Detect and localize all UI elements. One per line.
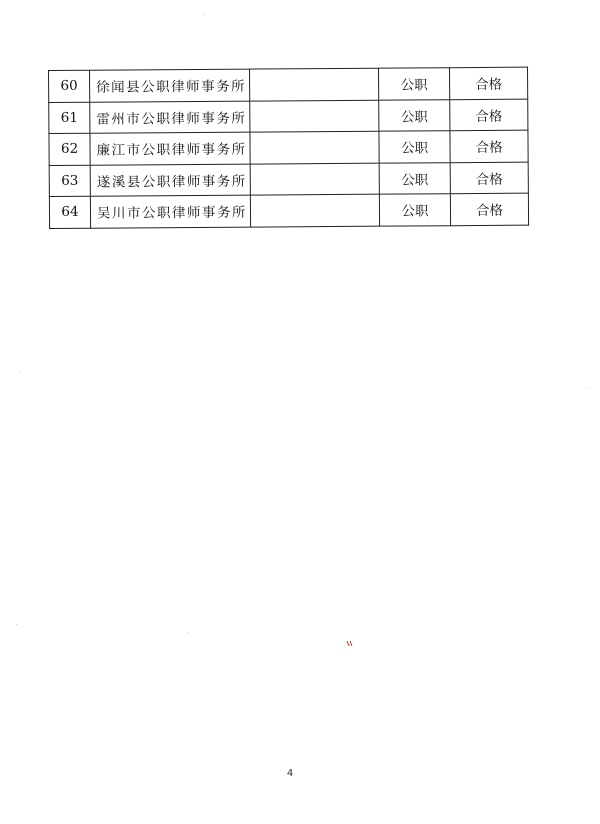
firm-type-cell-text: 公职 <box>401 172 429 189</box>
page-number: 4 <box>286 768 294 779</box>
result-cell-text: 合格 <box>475 203 504 220</box>
firm-type-cell-text: 公职 <box>401 203 429 220</box>
firm-name-cell-text: 徐闻县公职律师事务所 <box>96 78 247 96</box>
firm-name-cell <box>90 69 250 102</box>
blank-cell <box>249 68 378 100</box>
table-row <box>49 67 528 102</box>
row-number-cell <box>49 133 90 165</box>
firm-type-cell <box>379 131 450 163</box>
scan-speck <box>188 632 189 633</box>
firm-name-cell-text: 廉江市公职律师事务所 <box>96 141 247 159</box>
red-pen-stroke <box>347 641 352 646</box>
scan-speck <box>586 388 587 389</box>
result-cell-text: 合格 <box>475 140 503 157</box>
firm-type-cell <box>379 162 450 194</box>
result-cell <box>449 67 527 99</box>
blank-cell <box>250 131 379 163</box>
result-cell-text: 合格 <box>475 77 503 94</box>
row-number-cell <box>49 70 90 102</box>
table-body <box>49 67 529 228</box>
result-cell <box>450 99 528 131</box>
firm-type-cell-text: 公职 <box>400 109 428 126</box>
firm-name-cell <box>90 101 250 134</box>
row-number-cell-text: 60 <box>60 78 78 95</box>
table-row <box>49 162 528 197</box>
red-pen-mark <box>346 640 356 648</box>
firm-name-cell <box>90 132 250 165</box>
firm-name-cell <box>90 195 250 228</box>
row-number-cell <box>49 196 90 228</box>
result-cell-text: 合格 <box>475 171 503 188</box>
table-row <box>49 130 528 165</box>
scan-speck <box>16 624 17 625</box>
table-row <box>49 193 528 228</box>
firm-name-cell <box>90 164 250 197</box>
firm-type-cell <box>379 99 450 131</box>
table-row <box>49 99 528 134</box>
row-number-cell-text: 62 <box>60 141 79 158</box>
firm-type-cell <box>378 68 449 100</box>
row-number-cell <box>49 102 90 134</box>
row-number-cell <box>49 165 90 197</box>
firm-name-cell-text: 雷州市公职律师事务所 <box>96 110 247 128</box>
firm-type-cell-text: 公职 <box>400 77 428 94</box>
blank-cell <box>250 163 379 195</box>
result-cell <box>450 193 528 225</box>
row-number-cell-text: 61 <box>60 109 78 126</box>
result-cell <box>450 130 528 162</box>
result-cell-text: 合格 <box>475 108 503 125</box>
blank-cell <box>250 194 379 226</box>
firm-name-cell-text: 吴川市公职律师事务所 <box>96 204 248 222</box>
result-cell <box>450 162 528 194</box>
blank-cell <box>250 100 379 132</box>
row-number-cell-text: 63 <box>61 172 79 189</box>
firm-name-cell-text: 遂溪县公职律师事务所 <box>96 173 247 191</box>
scan-speck <box>204 14 205 15</box>
firm-type-cell <box>379 194 450 226</box>
firm-type-cell-text: 公职 <box>401 140 429 157</box>
row-number-cell-text: 64 <box>61 204 79 221</box>
scan-speck <box>20 372 21 373</box>
results-table <box>48 67 529 229</box>
